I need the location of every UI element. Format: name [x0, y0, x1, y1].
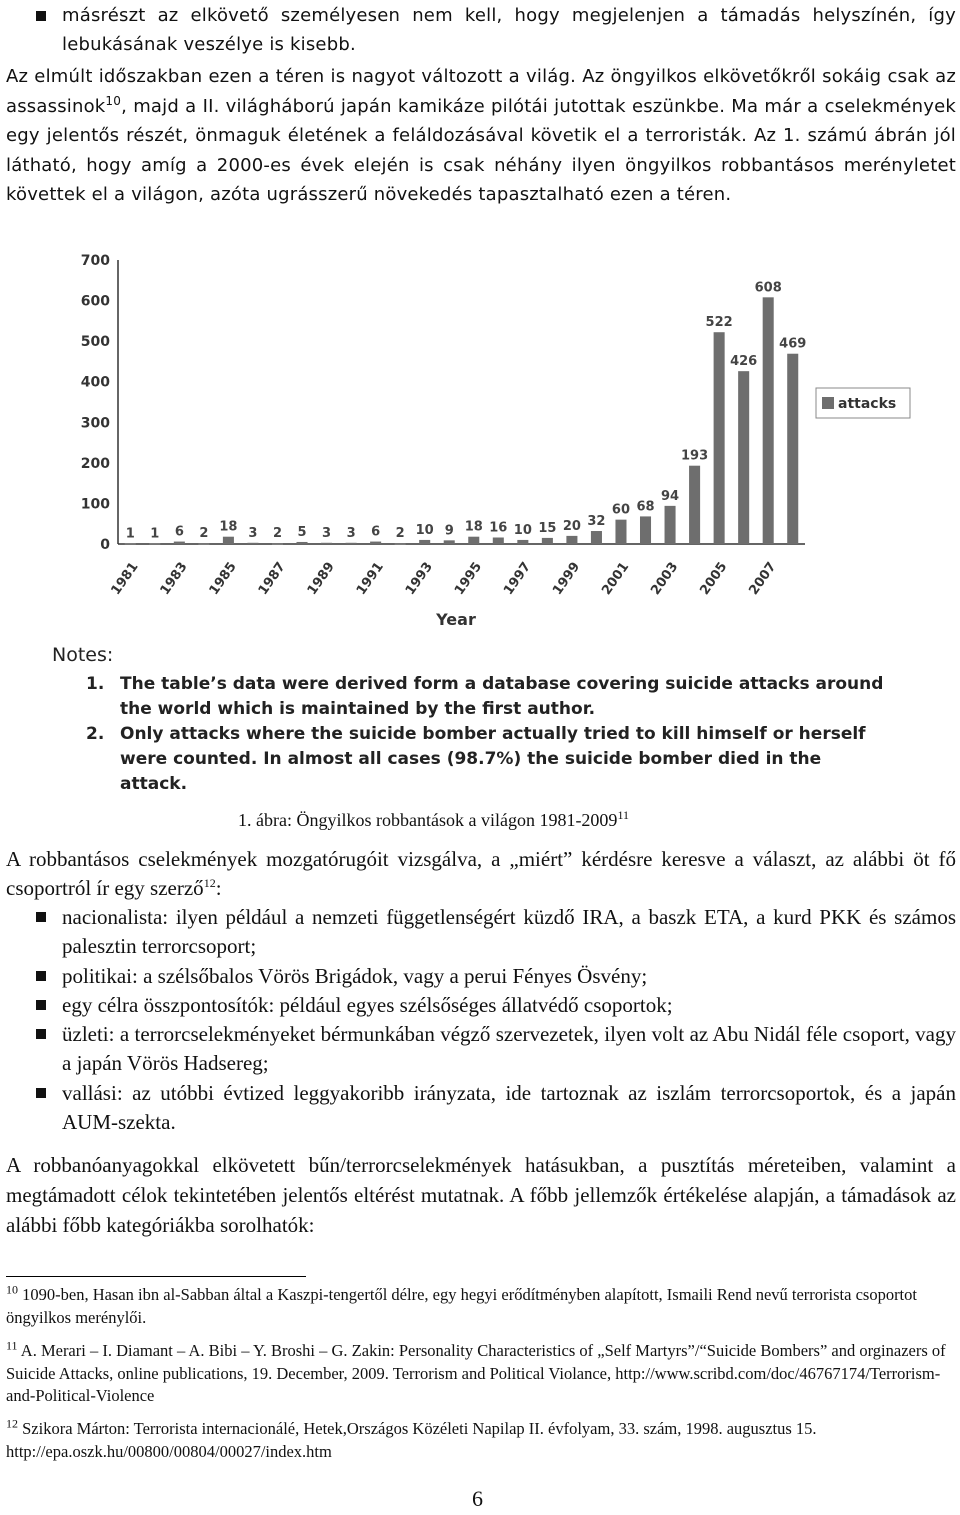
data-label: 2 — [395, 526, 405, 542]
x-tick-label: 1993 — [402, 559, 436, 598]
note-1-number: 1. — [86, 674, 105, 694]
x-tick-label: 1989 — [304, 559, 338, 598]
y-tick-label: 100 — [80, 496, 110, 513]
bar — [247, 543, 258, 544]
data-label: 608 — [754, 280, 782, 296]
bullet-text: üzleti: a terrorcselekményeket bérmunkában végző szervezetek, ilyen volt az Abu Nidál féle csoport, vagy a japán Vörös Hadsereg; — [62, 1022, 956, 1075]
bar — [689, 466, 700, 544]
data-label: 10 — [415, 522, 434, 538]
data-label: 68 — [636, 499, 655, 515]
figure-notes — [52, 644, 884, 804]
figure-caption — [238, 810, 629, 831]
bar — [395, 543, 406, 544]
bullet-item — [62, 962, 956, 991]
x-tick-label: 1987 — [255, 559, 289, 598]
note-1-line-2: the world which is maintained by the first author. — [120, 699, 596, 719]
bullet-text: nacionalista: ilyen például a nemzeti függetlenségért küzdő IRA, a baszk ETA, a kurd PKK és számos palesztin terrorcsoport; — [62, 905, 956, 958]
footnote-ref-10[interactable]: 10 — [105, 93, 122, 108]
bullet-marker — [36, 912, 46, 922]
bullet-item — [62, 903, 956, 961]
bullet-text: másrészt az elkövető személyesen nem kell, hogy megjelenjen a támadás helyszínén, így lebukásának veszélye is kisebb. — [62, 5, 956, 55]
bullet-item — [62, 1079, 956, 1137]
bullet-marker — [36, 971, 46, 981]
bar — [787, 354, 798, 544]
caption-text: 1. ábra: Öngyilkos robbantások a világon 1981-2009 — [238, 810, 618, 830]
footnote-number: 11 — [6, 1338, 18, 1353]
x-tick-label: 1983 — [157, 559, 191, 598]
bar — [125, 544, 136, 545]
notes-title: Notes: — [52, 644, 114, 666]
data-label: 6 — [371, 524, 381, 540]
data-label: 469 — [779, 336, 807, 352]
bar — [198, 543, 209, 544]
data-label: 3 — [346, 525, 356, 541]
data-label: 522 — [705, 315, 733, 331]
bar — [296, 542, 307, 544]
data-label: 16 — [489, 520, 508, 536]
data-label: 18 — [464, 519, 483, 535]
data-label: 32 — [587, 514, 606, 530]
bar — [444, 540, 455, 544]
data-label: 2 — [272, 526, 283, 542]
bar — [640, 516, 651, 544]
data-label: 426 — [730, 354, 758, 370]
bar-chart — [60, 248, 897, 648]
footnote-12 — [6, 1418, 956, 1463]
bar — [763, 297, 774, 544]
x-tick-label: 1995 — [452, 559, 486, 598]
x-tick-label: 1997 — [501, 559, 535, 598]
footnote-text: Szikora Márton: Terrorista internacionálé, Hetek,Országos Közéleti Napilap II. évfolyam, 33. szám, 1998. augusztus 15. http://epa.oszk.hu/00800/00804/00027/index.htm — [6, 1419, 817, 1461]
bar — [272, 543, 283, 544]
bullet-marker — [36, 1088, 46, 1098]
x-tick-label: 1981 — [108, 559, 142, 598]
bullet-text: egy célra összpontosítók: például egyes szélsőséges állatvédő csoportok; — [62, 993, 673, 1017]
note-2-line-3: attack. — [120, 774, 188, 794]
data-label: 1 — [125, 526, 135, 542]
paragraph-motivations — [6, 845, 956, 903]
data-label: 15 — [538, 520, 557, 536]
legend-label: attacks — [838, 396, 897, 412]
bar — [493, 538, 504, 544]
footnote-separator — [6, 1276, 306, 1277]
y-tick-label: 500 — [80, 334, 110, 351]
data-label: 5 — [297, 524, 307, 540]
bar — [591, 531, 602, 544]
bar — [321, 543, 332, 544]
footnote-text: 1090-ben, Hasan ibn al-Sabban által a Kaszpi-tengertől délre, egy hegyi erődítményben alapított, Ismaili Rend nevű terrorista csoportot öngyilkos merénylői. — [6, 1285, 917, 1327]
bullet-text: vallási: az utóbbi évtized leggyakoribb irányzata, ide tartoznak az iszlám terrorcsoportok, és a japán AUM-szekta. — [62, 1081, 956, 1134]
bullet-item — [62, 1020, 956, 1078]
data-label: 193 — [681, 448, 709, 464]
bar — [419, 540, 430, 544]
bar — [468, 537, 479, 544]
footnote-ref-11[interactable]: 11 — [617, 808, 629, 822]
paragraph-text: A robbantásos cselekmények mozgatórugóit vizsgálva, a „miért” kérdésre keresve a választ, az alábbi öt fő csoportról ír egy szerző — [6, 847, 956, 900]
x-tick-label: 1991 — [353, 559, 387, 598]
bar — [665, 506, 676, 544]
data-label: 3 — [322, 525, 332, 541]
data-label: 3 — [248, 525, 258, 541]
note-2-number: 2. — [86, 724, 105, 744]
bullet-item — [62, 991, 956, 1020]
data-label: 18 — [219, 519, 238, 535]
paragraph-text: A robbanóanyagokkal elkövetett bűn/terrorcselekmények hatásukban, a pusztítás méreteiben, valamint a megtámadott célok tekintetében jelentős eltérést mutatnak. A főbb jellemzők értékelése alapján, a támadások az alábbi főbb kategóriákba sorolhatók: — [6, 1153, 956, 1237]
figure-chart — [52, 248, 897, 808]
data-label: 60 — [611, 502, 631, 518]
footnote-number: 12 — [6, 1416, 18, 1431]
bullet-marker — [36, 11, 46, 21]
bar — [566, 536, 577, 544]
paragraph-text: , majd a II. világháború japán kamikáze pilótái jutottak eszünkbe. Ma már a cselekmények egy jelentős részét, önmaguk életének a feláldozásával követik el a terroristák. Az 1. számú ábrán jól látható, hogy amíg a 2000-es évek elején is csak néhány ilyen öngyilkos robbantásos merényletet követtek el a világon, azóta ugrásszerű növekedés tapasztalható ezen a téren. — [6, 95, 956, 205]
footnote-text: A. Merari – I. Diamant – A. Bibi – Y. Broshi – G. Zakin: Personality Characteristics of „Self Martyrs”/“Suicide Bombers” and orginazers of Suicide Attacks, online publications, 19. December, 2009. Terrorism and Political Violance, http://www.scribd.com/doc/46767174/Terrorism-and-Political-Violence — [6, 1341, 946, 1405]
x-tick-label: 2005 — [697, 559, 731, 598]
x-tick-label: 1985 — [206, 559, 240, 598]
x-tick-label: 2003 — [648, 559, 682, 598]
bar — [542, 538, 553, 544]
note-2-line-1: Only attacks where the suicide bomber actually tried to kill himself or herself — [120, 724, 866, 744]
y-tick-label: 400 — [80, 374, 110, 391]
y-tick-label: 0 — [100, 537, 110, 553]
bullet-item-top — [62, 2, 956, 59]
x-tick-label: 2001 — [599, 559, 633, 598]
y-tick-label: 300 — [80, 415, 110, 432]
data-label: 1 — [150, 526, 160, 542]
data-label: 6 — [174, 524, 184, 540]
footnote-number: 10 — [6, 1282, 18, 1297]
page-number: 6 — [472, 1486, 483, 1511]
footnote-11 — [6, 1340, 956, 1408]
data-label: 9 — [444, 523, 454, 539]
bar — [714, 332, 725, 544]
x-tick-label: 1999 — [550, 559, 584, 598]
data-label: 10 — [513, 522, 532, 538]
bar — [223, 537, 234, 544]
paragraph-intro — [6, 62, 956, 210]
bullet-marker — [36, 1029, 46, 1039]
legend-swatch — [822, 397, 834, 409]
note-1-line-1: The table’s data were derived form a database covering suicide attacks around — [120, 674, 884, 694]
bullet-text: politikai: a szélsőbalos Vörös Brigádok, vagy a perui Fényes Ösvény; — [62, 964, 648, 988]
bar — [517, 540, 528, 544]
paragraph-text: : — [215, 876, 222, 900]
y-tick-label: 200 — [80, 455, 110, 472]
bar — [738, 371, 749, 544]
y-tick-label: 600 — [80, 293, 110, 310]
bar — [615, 520, 626, 544]
bar — [346, 543, 357, 544]
x-tick-label: 2007 — [746, 559, 780, 598]
bar — [174, 542, 185, 544]
footnote-10 — [6, 1284, 956, 1329]
bar — [370, 542, 381, 544]
note-2-line-2: were counted. In almost all cases (98.7%) the suicide bomber died in the — [120, 749, 822, 769]
paragraph-text: Az elmúlt időszakban ezen a téren is nagyot változott a világ. Az öngyilkos elkövetőkről sokáig csak az assassinok — [6, 66, 956, 117]
data-label: 20 — [562, 518, 581, 534]
footnote-ref-12[interactable]: 12 — [203, 876, 216, 890]
bar — [149, 544, 160, 545]
bullet-marker — [36, 1000, 46, 1010]
y-tick-label: 700 — [80, 253, 110, 269]
paragraph-categories — [6, 1150, 956, 1240]
data-label: 94 — [661, 488, 680, 504]
x-axis-label: Year — [436, 610, 476, 629]
data-label: 2 — [199, 526, 209, 542]
